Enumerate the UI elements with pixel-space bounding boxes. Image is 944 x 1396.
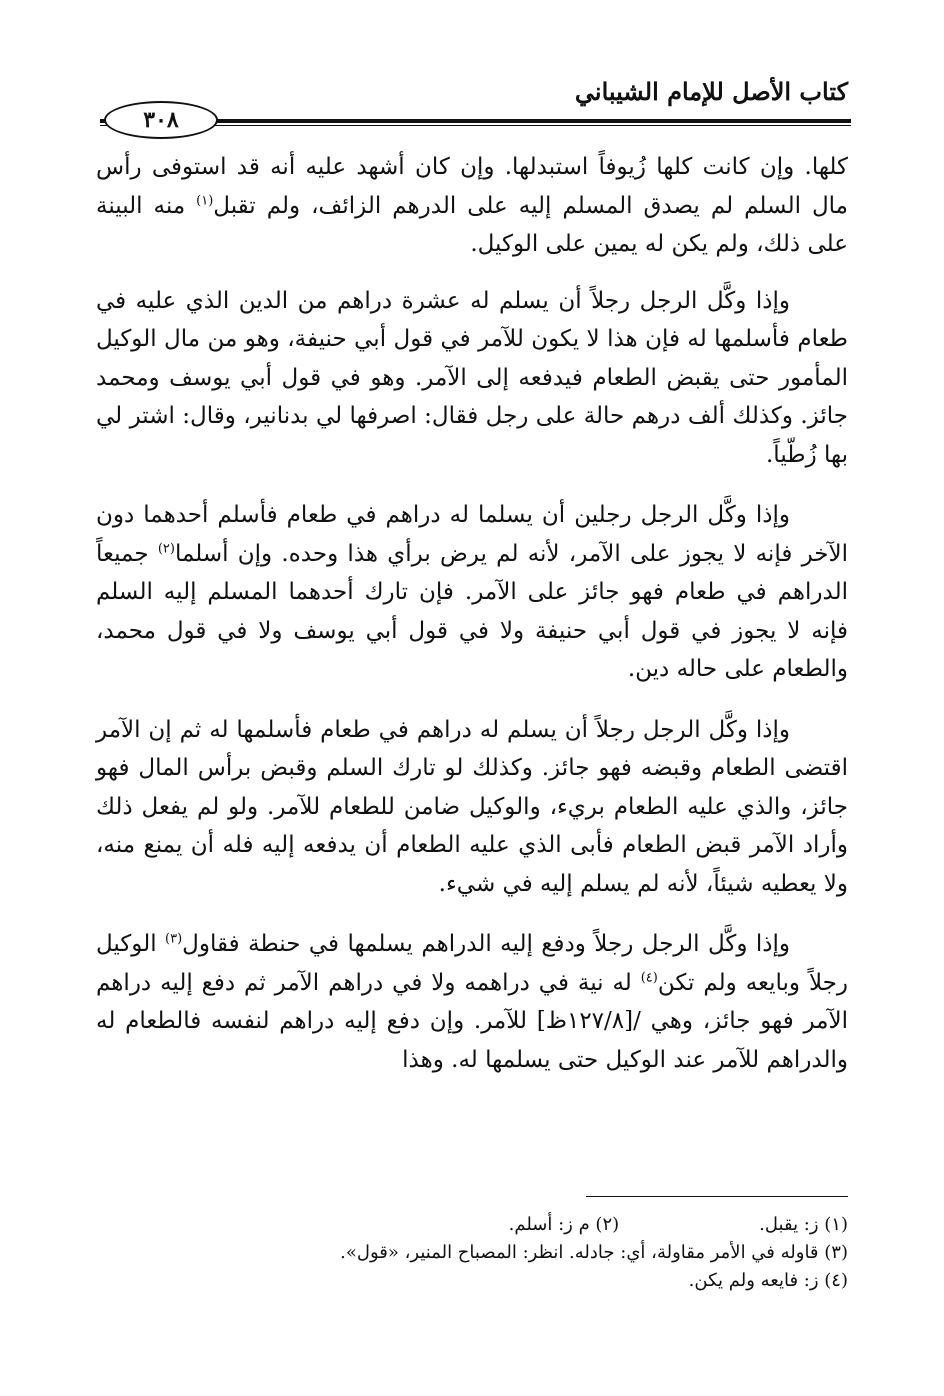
paragraph-3-part-b: جميعاً الدراهم في طعام فهو جائز على الآمر. فإن تارك أحدهما المسلم إليه السلم فإنه لا يجوز في قول أبي حنيفة ولا في قول أبي يوسف ولا في قول محمد، والطعام على حاله دين. [96,540,848,682]
paragraph-3-part-a: وإذا وكَّل الرجل رجلين أن يسلما له دراهم في طعام فأسلم أحدهما دون الآخر فإنه لا يجوز على الآمر، لأنه لم يرض برأي هذا وحده. وإن أسلما [96,502,848,567]
main-text [96,148,848,1079]
page-number-oval [104,101,218,139]
paragraph-1-part-b: منه البينة على ذلك، ولم يكن له يمين على الوكيل. [96,192,848,257]
footnote-3: (٣) قاوله في الأمر مقاولة، أي: جادله. انظر: المصباح المنير، «قول». [340,1242,848,1263]
page-number: ٣٠٨ [143,107,179,133]
footnote-marker-3: (٣) [165,931,183,947]
footnote-row-3 [96,1267,848,1295]
paragraph-5 [96,925,848,1079]
paragraph-5-part-a: وإذا وكَّل الرجل رجلاً ودفع إليه الدراهم يسلمها في حنطة فقاول [182,931,790,957]
footnote-separator [586,1196,848,1197]
footnote-marker-4: (٤) [640,969,658,985]
paragraph-5-part-c: له نية في دراهمه ولا في دراهم الآمر ثم دفع إليه دراهم الآمر فهو جائز، وهي /[١٢٧/٨ظ] للآمر. وإن دفع إليه دراهم لنفسه فالطعام له والدراهم للآمر عند الوكيل حتى يسلمها له. وهذا [96,969,848,1073]
paragraph-2: وإذا وكَّل الرجل رجلاً أن يسلم له عشرة دراهم من الدين الذي عليه في طعام فأسلمها له فإن هذا لا يكون للآمر في قول أبي حنيفة، وهو من مال الوكيل المأمور حتى يقبض الطعام فيدفعه إلى الآمر. وهو في قول أبي يوسف ومحمد جائز. وكذلك ألف درهم حالة على رجل فقال: اصرفها لي بدنانير، وقال: اشتر لي بها زُطّياً. [96,287,848,468]
footnote-row-2 [96,1239,848,1267]
paragraph-4: وإذا وكَّل الرجل رجلاً أن يسلم له دراهم في طعام فأسلمها له ثم إن الآمر اقتضى الطعام وقبضه فهو جائز. وكذلك لو تارك السلم وقبض برأس المال فهو جائز، والذي عليه الطعام بريء، والوكيل ضامن للطعام للآمر. ولو لم يفعل ذلك وأراد الآمر قبض الطعام فأبى الذي عليه الطعام أن يدفعه إليه فله أن يمنع منه، ولا يعطيه شيئاً، لأنه لم يسلم إليه في شيء. [96,716,848,897]
footnote-marker-1: (١) [196,192,214,208]
footnote-row-1 [96,1211,848,1239]
footnote-1: (١) ز: يقبل. [759,1214,848,1235]
paragraph-3 [96,496,848,689]
footnote-2: (٢) م ز: أسلم. [508,1214,620,1235]
paragraph-1 [96,148,848,264]
footnote-marker-2: (٢) [157,540,175,556]
paragraph-1-part-a: كلها. وإن كانت كلها زُيوفاً استبدلها. وإن كان أشهد عليه أنه قد استوفى رأس مال السلم لم يصدق المسلم إليه على الدرهم الزائف، ولم تقبل [96,154,849,219]
footnote-4: (٤) ز: فايعه ولم يكن. [688,1270,848,1291]
running-header-title: كتاب الأصل للإمام الشيباني [574,77,848,106]
paragraph-5-part-b: الوكيل رجلاً وبايعه ولم تكن [96,931,848,996]
footnotes [96,1211,848,1295]
